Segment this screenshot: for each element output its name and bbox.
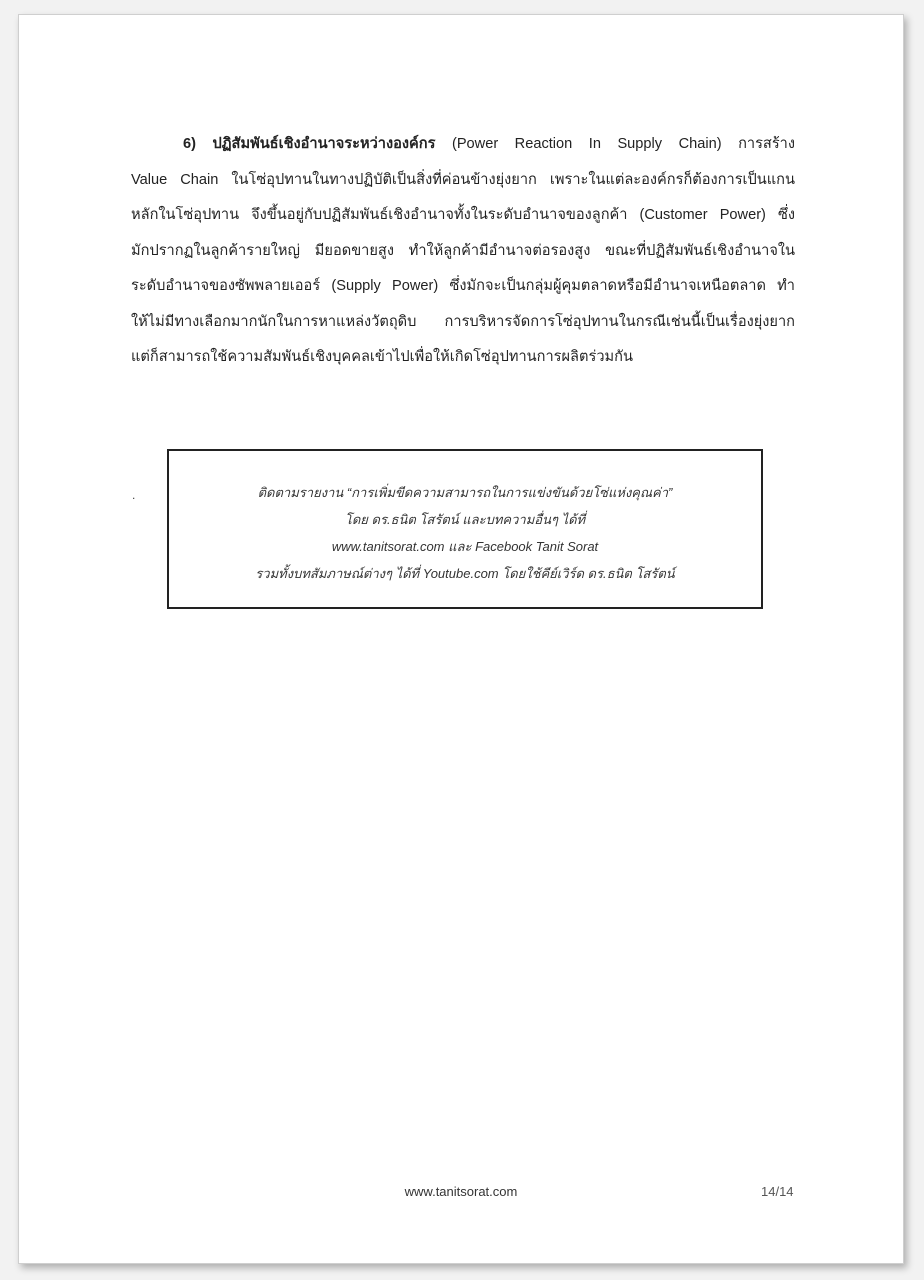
stray-dot: .	[132, 488, 136, 502]
paragraph-line-3: หลักในโซ่อุปทาน จึงขึ้นอยู่กับปฏิสัมพันธ์เชิงอำนาจทั้งในระดับอำนาจของลูกค้า (Customer Power) ซึ่ง	[131, 207, 795, 223]
notice-line-4: รวมทั้งบทสัมภาษณ์ต่างๆ ได้ที่ Youtube.com โดยใช้คีย์เวิร์ด ดร.ธนิต โสรัตน์	[255, 566, 675, 581]
body-paragraph	[131, 127, 795, 376]
notice-box	[167, 449, 763, 609]
paragraph-line-2: Value Chain ในโซ่อุปทานในทางปฏิบัติเป็นสิ่งที่ค่อนข้างยุ่งยาก เพราะในแต่ละองค์กรก็ต้องการเป็นแกน	[131, 171, 795, 188]
paragraph-line-4: มักปรากฏในลูกค้ารายใหญ่ มียอดขายสูง ทำให้ลูกค้ามีอำนาจต่อรองสูง ขณะที่ปฏิสัมพันธ์เชิงอำนาจใน	[131, 242, 795, 259]
document-page	[18, 14, 904, 1264]
notice-line-1: ติดตามรายงาน “การเพิ่มขีดความสามารถในการแข่งขันด้วยโซ่แห่งคุณค่า”	[257, 485, 673, 500]
notice-line-2: โดย ดร.ธนิต โสรัตน์ และบทความอื่นๆ ได้ที่	[344, 512, 586, 527]
paragraph-line-1	[131, 127, 795, 163]
paragraph-line-7: แต่ก็สามารถใช้ความสัมพันธ์เชิงบุคคลเข้าไปเพื่อให้เกิดโซ่อุปทานการผลิตร่วมกัน	[131, 349, 633, 365]
paragraph-line-5: ระดับอำนาจของซัพพลายเออร์ (Supply Power) ซึ่งมักจะเป็นกลุ่มผู้คุมตลาดหรือมีอำนาจเหนือตลาด ทำ	[131, 278, 795, 294]
heading-english-and-text: (Power Reaction In Supply Chain) การสร้าง	[451, 136, 796, 152]
footer-page-number: 14/14	[761, 1184, 794, 1199]
section-heading: ปฏิสัมพันธ์เชิงอำนาจระหว่างองค์กร	[212, 136, 436, 152]
notice-line-3: www.tanitsorat.com และ Facebook Tanit Sorat	[331, 539, 599, 554]
paragraph-line-6: ให้ไม่มีทางเลือกมากนักในการหาแหล่งวัตถุดิบ การบริหารจัดการโซ่อุปทานในกรณีเช่นนี้เป็นเรื่องยุ่งยาก	[131, 313, 795, 330]
section-number: 6)	[183, 136, 196, 152]
footer-website: www.tanitsorat.com	[404, 1184, 518, 1199]
